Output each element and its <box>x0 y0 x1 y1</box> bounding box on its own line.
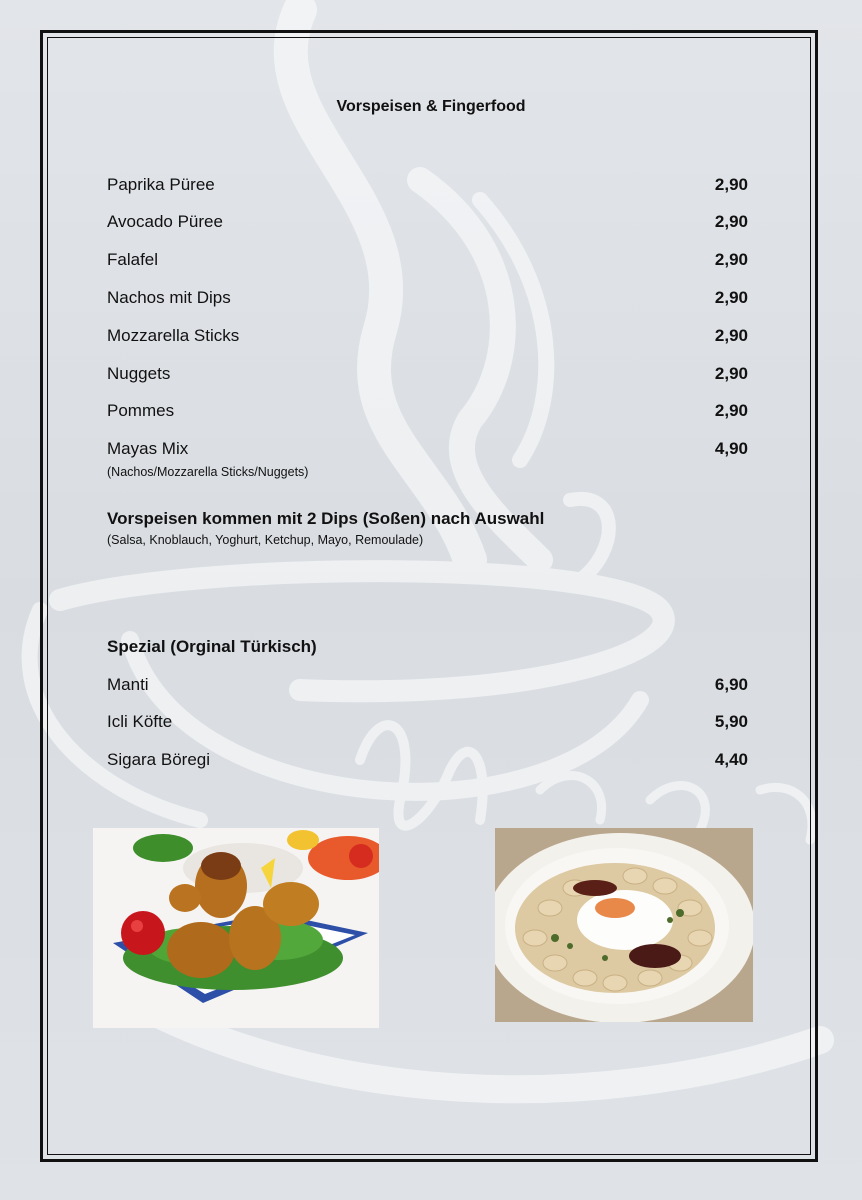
menu-item-price: 4,40 <box>714 750 748 769</box>
menu-item-name: Avocado Püree <box>107 212 223 231</box>
menu-item-note: (Nachos/Mozzarella Sticks/Nuggets) <box>107 465 309 479</box>
menu-title: Vorspeisen & Fingerfood <box>336 98 526 115</box>
menu-item-name: Icli Köfte <box>107 712 173 731</box>
menu-item-price: 2,90 <box>714 326 748 345</box>
menu-item-price: 6,90 <box>714 675 748 694</box>
menu-item-price: 2,90 <box>714 401 748 420</box>
menu-item-price: 2,90 <box>714 175 748 194</box>
menu-item-name: Mayas Mix <box>107 439 189 458</box>
menu-item-price: 2,90 <box>714 250 748 269</box>
menu-item-name: Falafel <box>107 250 159 269</box>
menu-item-name: Nachos mit Dips <box>107 288 231 307</box>
icli-kofte-photo <box>93 828 379 1028</box>
menu-item-name: Nuggets <box>107 364 171 383</box>
menu-item-name: Sigara Böregi <box>107 750 211 769</box>
menu-item-price: 2,90 <box>714 288 748 307</box>
menu-item-name: Pommes <box>107 401 175 420</box>
menu-item-price: 2,90 <box>714 364 748 383</box>
dips-note: (Salsa, Knoblauch, Yoghurt, Ketchup, Mayo, Remoulade) <box>107 533 424 547</box>
manti-photo <box>495 828 753 1022</box>
menu-item-price: 2,90 <box>714 212 748 231</box>
menu-item-name: Manti <box>107 675 149 694</box>
menu-item-price: 5,90 <box>714 712 748 731</box>
special-heading: Spezial (Orginal Türkisch) <box>107 637 317 656</box>
dips-heading: Vorspeisen kommen mit 2 Dips (Soßen) nach Auswahl <box>107 509 545 528</box>
menu-item-name: Mozzarella Sticks <box>107 326 240 345</box>
menu-item-price: 4,90 <box>714 439 748 458</box>
menu-item-name: Paprika Püree <box>107 175 215 194</box>
